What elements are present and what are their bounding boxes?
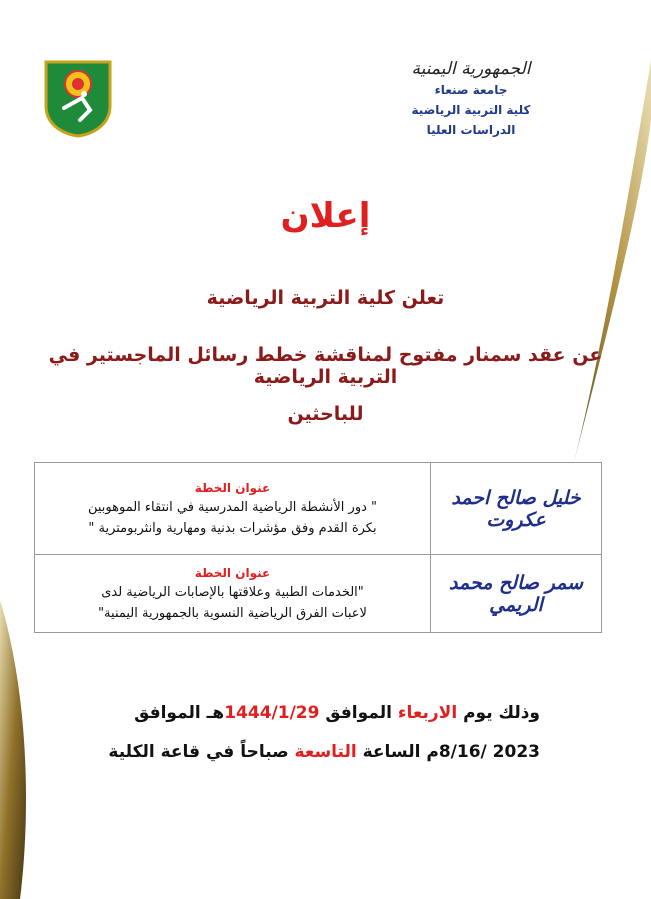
footer-hour: التاسعة bbox=[294, 742, 357, 762]
department-name: الدراسات العليا bbox=[426, 123, 516, 137]
footer-hijri-date: 1444/1/29 bbox=[224, 703, 320, 723]
plans-table bbox=[34, 462, 602, 633]
page-title: إعلان bbox=[280, 196, 371, 236]
republic-name: الجمهورية اليمنية bbox=[411, 59, 531, 79]
footer-day: الاربعاء bbox=[397, 703, 458, 723]
announcement-line-1: تعلن كلية التربية الرياضية bbox=[206, 287, 445, 309]
footer-text: 2023 /8/16م الساعة bbox=[356, 742, 540, 762]
university-name: جامعة صنعاء bbox=[434, 83, 508, 97]
header-organization bbox=[371, 58, 571, 140]
plan-cell bbox=[35, 555, 431, 633]
college-logo bbox=[42, 58, 114, 138]
footer-text: هـ الموافق bbox=[134, 703, 225, 723]
table-row bbox=[35, 463, 602, 555]
researcher-name: خليل صالح احمد عكروت bbox=[431, 463, 602, 555]
footer-text: الموافق bbox=[319, 703, 398, 723]
plan-heading: عنوان الخطة bbox=[194, 565, 271, 580]
college-name: كلية التربية الرياضية bbox=[411, 103, 531, 117]
table-row bbox=[35, 555, 602, 633]
announcement-line-3: للباحثين bbox=[287, 403, 364, 425]
announcement-line-2: عن عقد سمنار مفتوح لمناقشة خطط رسائل الماجستير في التربية الرياضية bbox=[48, 344, 603, 388]
plan-title-line-1: " دور الأنشطة الرياضية المدرسية في انتقاء الموهوبين bbox=[87, 499, 378, 515]
plan-heading: عنوان الخطة bbox=[194, 480, 271, 495]
researcher-name: سمر صالح محمد الريمي bbox=[431, 555, 602, 633]
footer-time-line bbox=[40, 742, 540, 762]
plan-title-line-1: "الخدمات الطبية وعلاقتها بالإصابات الرياضية لدى bbox=[101, 584, 364, 600]
plan-title-line-2: بكرة القدم وفق مؤشرات بدنية ومهارية وانثربومترية " bbox=[88, 520, 377, 536]
footer-date-line bbox=[40, 703, 540, 723]
footer-text: وذلك يوم bbox=[457, 703, 540, 723]
footer-text: صباحاً في قاعة الكلية bbox=[108, 742, 295, 762]
plan-cell bbox=[35, 463, 431, 555]
plan-title-line-2: لاعبات الفرق الرياضية النسوية بالجمهورية اليمنية" bbox=[98, 605, 367, 621]
